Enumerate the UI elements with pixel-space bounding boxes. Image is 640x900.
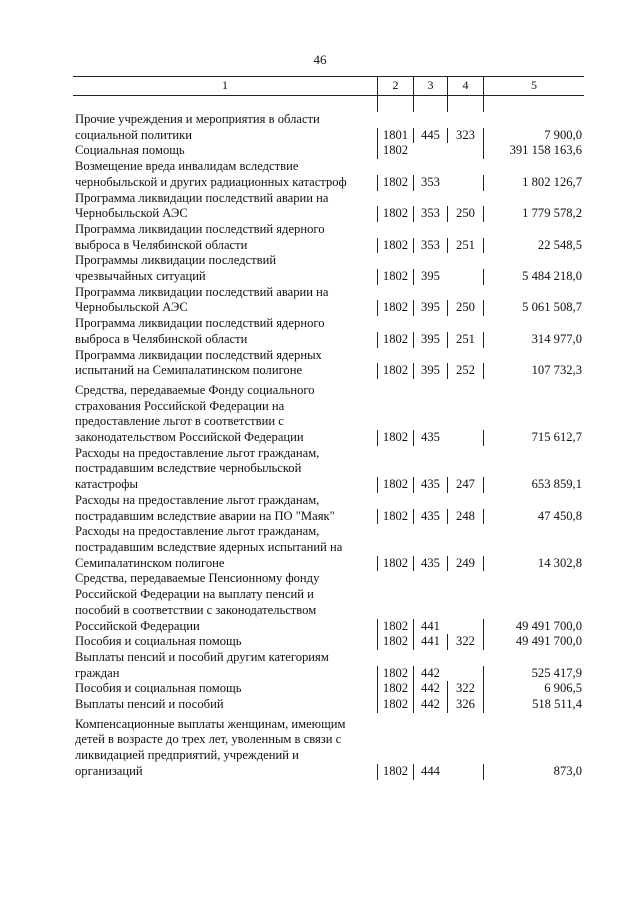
row-section-code: 1802 [377,619,413,635]
row-expense-code: 251 [447,238,483,254]
row-section-code: 1802 [377,509,413,525]
row-description: Возмещение вреда инвалидам вследствие чернобыльской и других радиационных катастроф [75,159,347,189]
row-description: Расходы на предоставление льгот гражданам, пострадавшим вследствие чернобыльской катастрофы [75,445,320,492]
row-target-code: 435 [413,430,447,446]
page-number: 46 [313,52,327,67]
row-target-code: 395 [413,300,447,316]
row-amount: 873,0 [483,764,584,780]
table-row [73,112,584,143]
header-cell-2: 2 [377,77,413,95]
row-target-code: 441 [413,634,447,650]
row-expense-code: 322 [447,634,483,650]
table-row [73,446,584,493]
row-amount: 1 779 578,2 [483,206,584,222]
row-section-code: 1802 [377,477,413,493]
row-section-code: 1802 [377,666,413,682]
row-target-code: 435 [413,556,447,572]
row-section-code: 1802 [377,143,413,159]
row-amount: 22 548,5 [483,238,584,254]
row-amount: 391 158 163,6 [483,143,584,159]
row-target-code: 441 [413,619,447,635]
row-description: Средства, передаваемые Фонду социального страхования Российской Федерации на предоставление льгот в соответствии с законодательством Российской Федерации [75,382,315,445]
table-header [73,76,584,96]
table-row [73,316,584,347]
row-expense-code: 250 [447,300,483,316]
row-section-code: 1802 [377,430,413,446]
table-row [73,379,584,446]
row-amount: 518 511,4 [483,697,584,713]
row-target-code: 435 [413,477,447,493]
header-cell-3: 3 [413,77,447,95]
row-target-code: 445 [413,128,447,144]
row-amount: 6 906,5 [483,681,584,697]
row-target-code: 442 [413,681,447,697]
row-expense-code: 249 [447,556,483,572]
row-section-code: 1802 [377,681,413,697]
row-expense-code: 250 [447,206,483,222]
row-description: Расходы на предоставление льгот гражданам, пострадавшим вследствие ядерных испытаний на Семипалатинском полигоне [75,524,343,570]
table-row [73,713,584,780]
row-section-code: 1802 [377,556,413,572]
table-row [73,285,584,316]
table-row [73,191,584,222]
table-row [73,697,584,713]
row-target-code: 395 [413,269,447,285]
table-spacer [73,96,584,112]
table-row [73,222,584,253]
row-amount: 49 491 700,0 [483,634,584,650]
table-row [73,348,584,379]
row-description: Программы ликвидации последствий чрезвычайных ситуаций [75,253,277,284]
table-row [73,159,584,190]
row-section-code: 1802 [377,363,413,379]
table-body [73,96,584,780]
table-row [73,493,584,524]
row-description: Программа ликвидации последствий аварии на Чернобыльской АЭС [75,284,329,315]
row-section-code: 1802 [377,238,413,254]
row-description: Выплаты пенсий и пособий [75,697,224,712]
row-expense-code: 323 [447,128,483,144]
table-row [73,650,584,681]
row-section-code: 1802 [377,634,413,650]
row-description: Программа ликвидации последствий аварии на Чернобыльской АЭС [75,190,329,221]
row-description: Прочие учреждения и мероприятия в области социальной политики [75,112,320,142]
row-description: Социальная помощь [75,143,185,158]
row-description: Программа ликвидации последствий ядерного выброса в Челябинской области [75,221,325,252]
row-amount: 14 302,8 [483,556,584,572]
row-amount: 49 491 700,0 [483,619,584,635]
row-target-code: 395 [413,363,447,379]
row-section-code: 1802 [377,332,413,348]
row-section-code: 1802 [377,764,413,780]
row-amount: 715 612,7 [483,430,584,446]
row-section-code: 1802 [377,175,413,191]
row-description: Выплаты пенсий и пособий другим категориям граждан [75,649,329,680]
row-expense-code: 326 [447,697,483,713]
table-row [73,143,584,159]
row-target-code: 353 [413,206,447,222]
row-expense-code: 252 [447,363,483,379]
row-description: Пособия и социальная помощь [75,681,242,696]
row-section-code: 1801 [377,128,413,144]
row-expense-code: 251 [447,332,483,348]
table-row [73,571,584,634]
row-amount: 107 732,3 [483,363,584,379]
row-expense-code: 322 [447,681,483,697]
row-description: Средства, передаваемые Пенсионному фонду Российской Федерации на выплату пенсий и пособий в соответствии с законодательством Российской Федерации [75,571,320,633]
row-section-code: 1802 [377,269,413,285]
row-amount: 7 900,0 [483,128,584,144]
row-target-code: 395 [413,332,447,348]
row-expense-code: 248 [447,509,483,525]
header-cell-4: 4 [447,77,483,95]
row-description: Расходы на предоставление льгот гражданам, пострадавшим вследствие аварии на ПО "Маяк" [75,492,335,523]
row-description: Пособия и социальная помощь [75,634,242,649]
row-description: Программа ликвидации последствий ядерного выброса в Челябинской области [75,316,325,346]
row-target-code: 353 [413,238,447,254]
row-amount: 653 859,1 [483,477,584,493]
row-amount: 525 417,9 [483,666,584,682]
header-cell-1: 1 [222,78,228,92]
header-cell-5: 5 [483,77,584,95]
row-target-code: 435 [413,509,447,525]
row-description: Компенсационные выплаты женщинам, имеющим детей в возрасте до трех лет, уволенным в связи с ликвидацией предприятий, учреждений и организаций [75,716,346,778]
row-target-code: 442 [413,666,447,682]
row-expense-code: 247 [447,477,483,493]
budget-table [73,76,584,780]
row-target-code: 444 [413,764,447,780]
row-section-code: 1802 [377,697,413,713]
row-target-code: 442 [413,697,447,713]
row-amount: 5 484 218,0 [483,269,584,285]
table-row [73,524,584,571]
row-description: Программа ликвидации последствий ядерных испытаний на Семипалатинском полигоне [75,347,322,378]
row-amount: 1 802 126,7 [483,175,584,191]
row-target-code: 353 [413,175,447,191]
table-row [73,681,584,697]
table-row [73,634,584,650]
row-section-code: 1802 [377,300,413,316]
table-row [73,253,584,284]
row-section-code: 1802 [377,206,413,222]
row-amount: 314 977,0 [483,332,584,348]
row-amount: 5 061 508,7 [483,300,584,316]
row-amount: 47 450,8 [483,509,584,525]
